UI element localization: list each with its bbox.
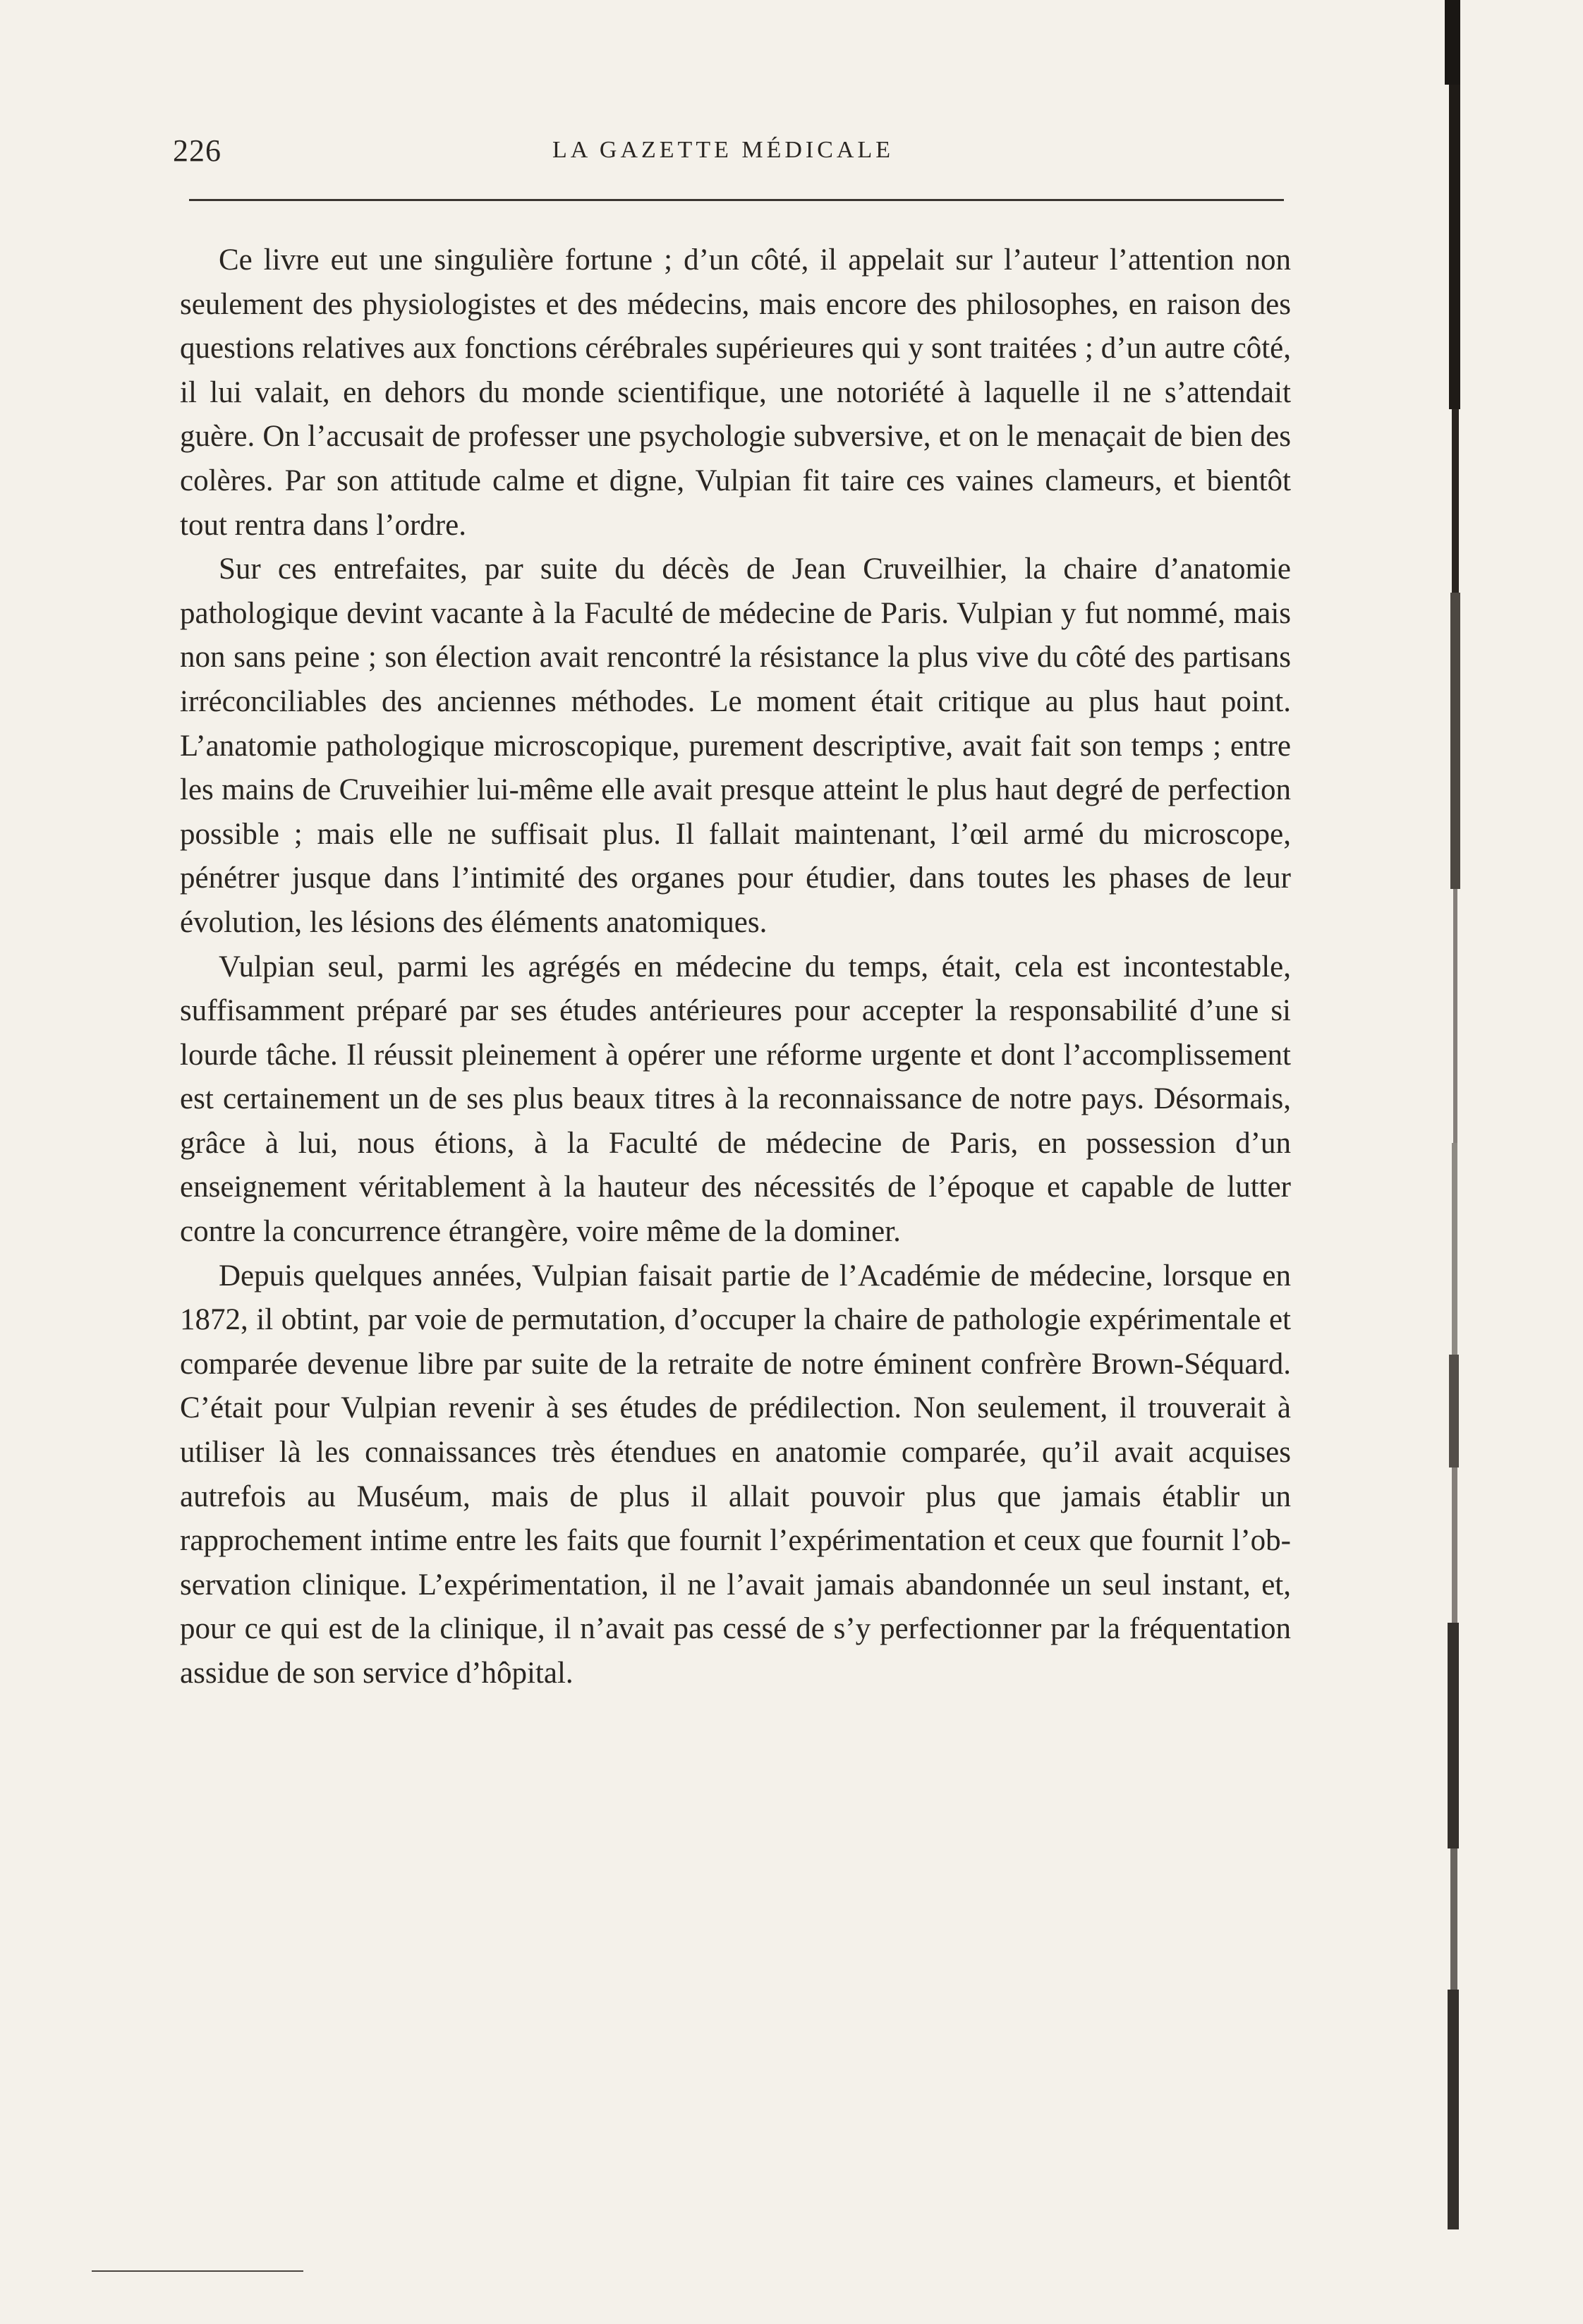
page-header <box>173 127 1273 176</box>
body-text <box>180 238 1291 1696</box>
paragraph: Sur ces entrefaites, par suite du décès de Jean Cruveilhier, la chaire d’anatomie pathologique devint vacante à la Faculté de médecine de Paris. Vulpian y fut nommé, mais non sans peine ; son élection avait rencontré la résistance la plus vive du côté des partisans irréconciliables des anciennes méthodes. Le moment était critique au plus haut point. L’anatomie pathologique microscopique, purement descriptive, avait fait son temps ; entre les mains de Cruveihier lui-même elle avait presque atteint le plus haut degré de perfection possible ; mais elle ne suffisait plus. Il fallait maintenant, l’œil armé du microscope, pénétrer jusque dans l’intimité des organes pour étudier, dans toutes les phases de leur évolution, les lésions des éléments anatomiques. <box>180 552 1291 939</box>
paragraph: Ce livre eut une singulière fortune ; d’un côté, il appelait sur l’auteur l’attention non seulement des physiologistes et des médecins, mais encore des philosophes, en raison des questions relatives aux fonctions cérébrales supérieures qui y sont traitées ; d’un autre côté, il lui valait, en dehors du monde scientifique, une notoriété à laquelle il ne s’attendait guère. On l’accusait de professer une psychologie subversive, et on le menaçait de bien des colères. Par son attitude calme et digne, Vulpian fit taire ces vaines clameurs, et bientôt tout rentra dans l’ordre. <box>180 243 1291 542</box>
paragraph: Depuis quelques années, Vulpian faisait partie de l’Académie de médecine, lorsque en 1872, il obtint, par voie de permutation, d’occuper la chaire de pathologie expérimentale et comparée devenue libre par suite de la retraite de notre éminent confrère Brown-Séquard. C’était pour Vulpian revenir à ses études de prédilection. Non seulement, il trouverait à utiliser là les connaissances très étendues en anatomie comparée, qu’il avait acquises autrefois au Muséum, mais de plus il allait pouvoir plus que jamais établir un rapprochement intime entre les faits que fournit l’expérimentation et ceux que fournit l’observation clinique. L’expérimentation, il ne l’avait jamais abandonnée un seul instant, et, pour ce qui est de la clinique, il n’avait pas cessé de s’y perfectionner par la fréquentation assidue de son service d’hôpital. <box>180 1259 1291 1690</box>
header-rule <box>189 199 1284 201</box>
paragraph: Vulpian seul, parmi les agrégés en médecine du temps, était, cela est incontestable, suffisamment préparé par ses études antérieures pour accepter la responsabilité d’une si lourde tâche. Il réussit pleinement à opérer une réforme urgente et dont l’accomplissement est certainement un de ses plus beaux titres à la reconnaissance de notre pays. Désormais, grâce à lui, nous étions, à la Faculté de médecine de Paris, en possession d’un enseignement véritablement à la hauteur des nécessités de l’époque et capable de lutter contre la concurrence étrangère, voire même de la dominer. <box>180 950 1291 1249</box>
running-title: LA GAZETTE MÉDICALE <box>552 137 894 163</box>
footer-rule <box>92 2270 303 2272</box>
page-number: 226 <box>173 133 222 168</box>
scan-edge-strip <box>1439 0 1488 2324</box>
